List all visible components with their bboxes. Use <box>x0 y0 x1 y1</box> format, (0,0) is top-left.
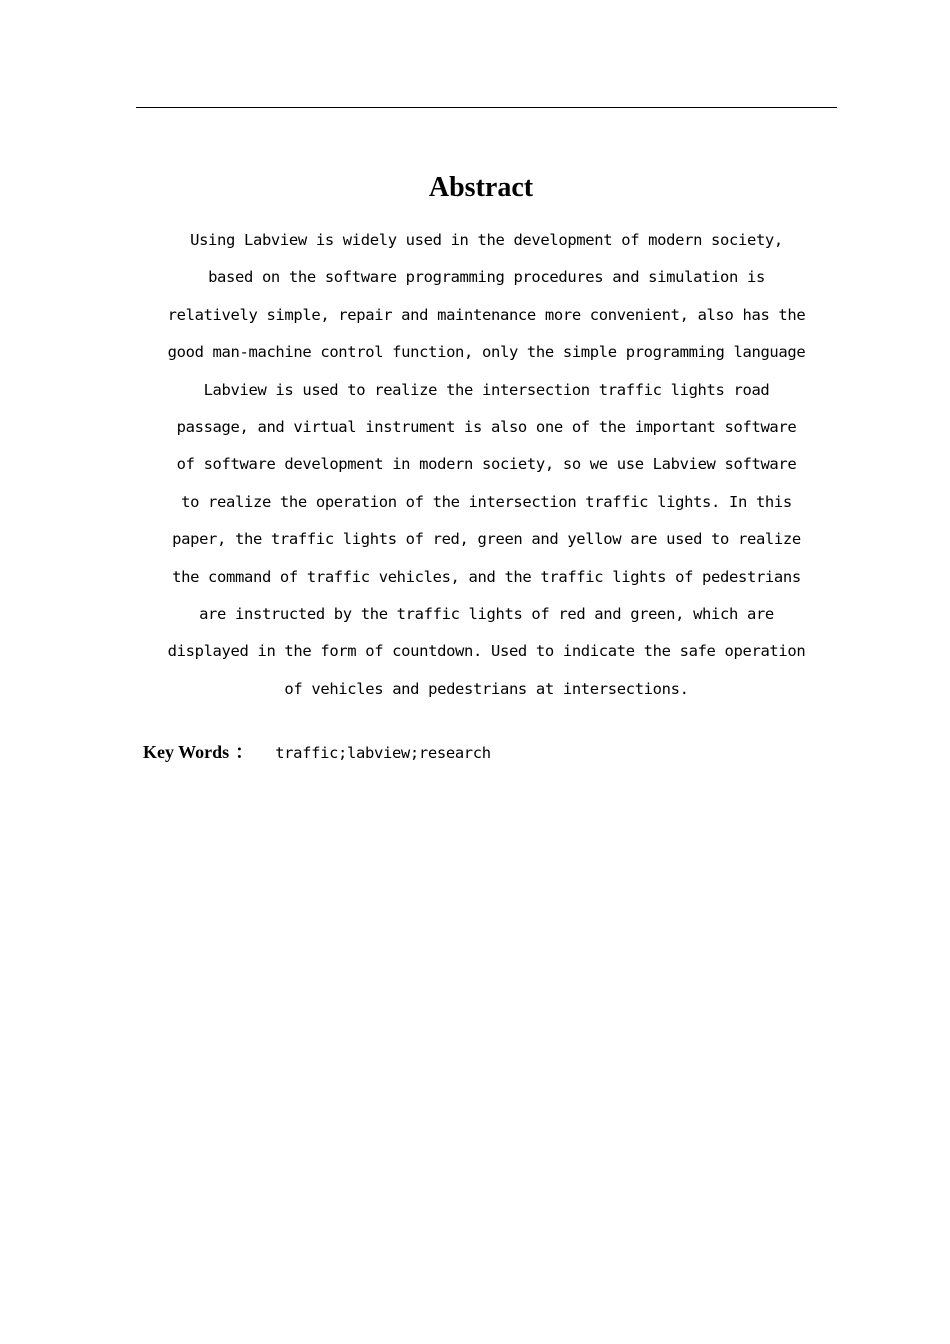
keywords-value: traffic;labview;research <box>275 744 491 762</box>
abstract-title: Abstract <box>428 172 534 203</box>
abstract-line: passage, and virtual instrument is also one of the important software <box>176 417 797 436</box>
abstract-line: based on the software programming procedures and simulation is <box>208 268 765 287</box>
abstract-line: are instructed by the traffic lights of red and green, which are <box>199 604 774 623</box>
abstract-line: Using Labview is widely used in the development of modern society, <box>190 231 783 249</box>
abstract-line: Labview is used to realize the intersection traffic lights road <box>203 380 770 399</box>
abstract-body <box>136 222 837 708</box>
abstract-line: good man-machine control function, only the simple programming language <box>167 343 806 362</box>
abstract-line: of software development in modern society, so we use Labview software <box>176 455 797 474</box>
keywords-label: Key Words <box>143 742 230 762</box>
abstract-line: displayed in the form of countdown. Used to indicate the safe operation <box>167 642 806 661</box>
keywords-separator: ： <box>235 742 254 762</box>
abstract-line: relatively simple, repair and maintenance more convenient, also has the <box>167 305 806 324</box>
abstract-line: of vehicles and pedestrians at intersections. <box>284 679 689 698</box>
keywords-row <box>143 738 491 766</box>
abstract-line: to realize the operation of the intersection traffic lights. In this <box>181 492 792 511</box>
abstract-line: paper, the traffic lights of red, green and yellow are used to realize <box>172 530 801 549</box>
header-rule <box>136 107 837 108</box>
abstract-line: the command of traffic vehicles, and the traffic lights of pedestrians <box>172 567 801 586</box>
